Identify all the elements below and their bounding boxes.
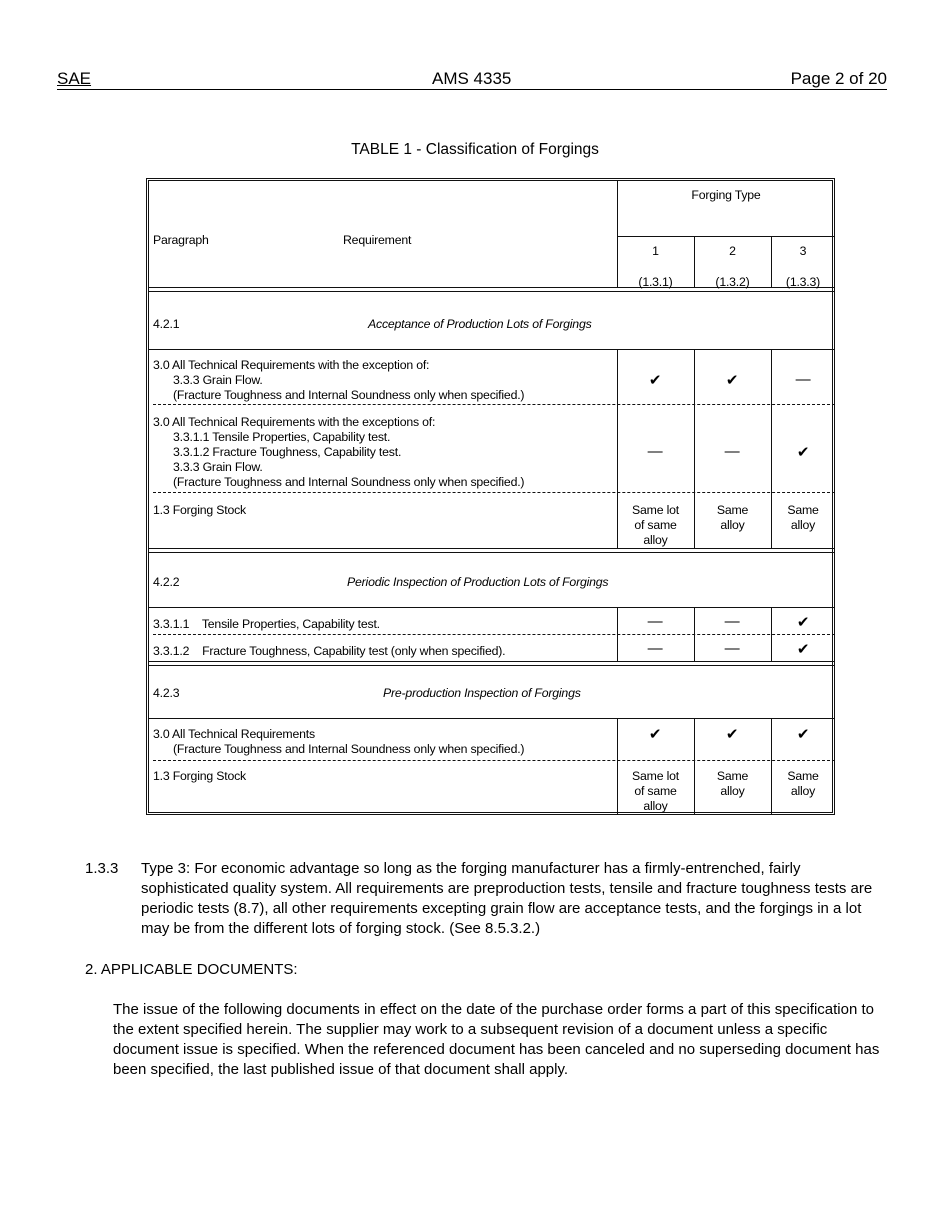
col-requirement-header: Requirement: [343, 233, 412, 247]
s1-row3-requirement: 1.3 Forging Stock: [153, 503, 246, 517]
header-page-number: Page 2 of 20: [790, 69, 887, 88]
s2-row1-type1-dash: —: [647, 613, 663, 630]
s1-row3-type1-stock: Same lot of same alloy: [632, 503, 679, 547]
header-org: SAE: [57, 69, 92, 88]
paragraph-1-3-3-text: Type 3: For economic advantage so long as the forging manufacturer has a firmly-entrenched, fairly sophisticated quality system. All requirements are preproduction tests, tensile and fracture toughness tests are periodic tests (8.7), all other requirements excepting grain flow are acceptance tests, and the forgings in a lot may be from the different lots of forging stock. (See 8.5.3.2.): [141, 860, 873, 937]
section-4-2-3-number: 4.2.3: [153, 686, 180, 700]
s1-row2-type2-dash: —: [724, 443, 740, 460]
s1-row1-type3-dash: —: [795, 371, 811, 388]
s3-row2-type3-stock: Same alloy: [787, 769, 819, 798]
type-1-ref: (1.3.1): [638, 275, 673, 289]
s1-row1-type1-check: ✔: [648, 372, 662, 389]
s3-row1-requirement: 3.0 All Technical Requirements (Fracture Toughness and Internal Soundness only when specified.): [153, 727, 525, 756]
section-2-text: The issue of the following documents in effect on the date of the purchase order forms a part of this specification to the extent specified herein. The supplier may work to a subsequent revision of a document unless a specific document issue is specified. When the referenced document has been canceled and no superseding document has been specified, the last published issue of that document shall apply.: [113, 1001, 880, 1078]
type-2-ref: (1.3.2): [715, 275, 750, 289]
s3-row1-type3-check: ✔: [796, 726, 810, 743]
type-3-number: 3: [799, 244, 807, 258]
section-4-2-2-title: Periodic Inspection of Production Lots of Forgings: [347, 575, 609, 589]
s1-row1-requirement: 3.0 All Technical Requirements with the exception of: 3.3.3 Grain Flow. (Fracture Toughness and Internal Soundness only when specified.): [153, 358, 525, 402]
s3-row1-type2-check: ✔: [725, 726, 739, 743]
col-paragraph-header: Paragraph: [153, 233, 209, 247]
table-title: TABLE 1 - Classification of Forgings: [351, 141, 599, 158]
s2-row1-requirement: 3.3.1.1 Tensile Properties, Capability test.: [153, 617, 380, 631]
section-4-2-1-title: Acceptance of Production Lots of Forgings: [368, 317, 592, 331]
header-doc-number: AMS 4335: [432, 69, 512, 88]
classification-table: [146, 178, 835, 815]
s2-row2-type2-dash: —: [724, 640, 740, 657]
col-forging-type-header: Forging Type: [691, 188, 761, 202]
s2-row1-type2-dash: —: [724, 613, 740, 630]
section-4-2-3-title: Pre-production Inspection of Forgings: [383, 686, 581, 700]
s3-row2-type2-stock: Same alloy: [716, 769, 749, 798]
s1-row2-type3-check: ✔: [796, 444, 810, 461]
section-2-heading: 2. APPLICABLE DOCUMENTS:: [85, 961, 298, 978]
type-2-number: 2: [729, 244, 736, 258]
s1-row2-requirement: 3.0 All Technical Requirements with the exceptions of: 3.3.1.1 Tensile Properties, Capability test. 3.3.1.2 Fracture Toughness, Capability test. 3.3.3 Grain Flow. (Fracture Toughness and Internal Soundness only when specified.): [153, 415, 525, 489]
paragraph-1-3-3-number: 1.3.3: [85, 860, 119, 877]
section-4-2-2-number: 4.2.2: [153, 575, 180, 589]
s2-row2-type1-dash: —: [647, 640, 663, 657]
s3-row2-type1-stock: Same lot of same alloy: [632, 769, 679, 813]
type-1-number: 1: [652, 244, 659, 258]
s2-row2-type3-check: ✔: [796, 641, 810, 658]
type-3-ref: (1.3.3): [785, 275, 821, 289]
s1-row1-type2-check: ✔: [725, 372, 739, 389]
s2-row2-requirement: 3.3.1.2 Fracture Toughness, Capability test (only when specified).: [153, 644, 506, 658]
page-header: [57, 69, 887, 90]
s2-row1-type3-check: ✔: [796, 614, 810, 631]
s1-row3-type2-stock: Same alloy: [716, 503, 749, 532]
s3-row2-requirement: 1.3 Forging Stock: [153, 769, 246, 783]
section-4-2-1-number: 4.2.1: [153, 317, 180, 331]
s1-row2-type1-dash: —: [647, 443, 663, 460]
s3-row1-type1-check: ✔: [648, 726, 662, 743]
s1-row3-type3-stock: Same alloy: [787, 503, 819, 532]
